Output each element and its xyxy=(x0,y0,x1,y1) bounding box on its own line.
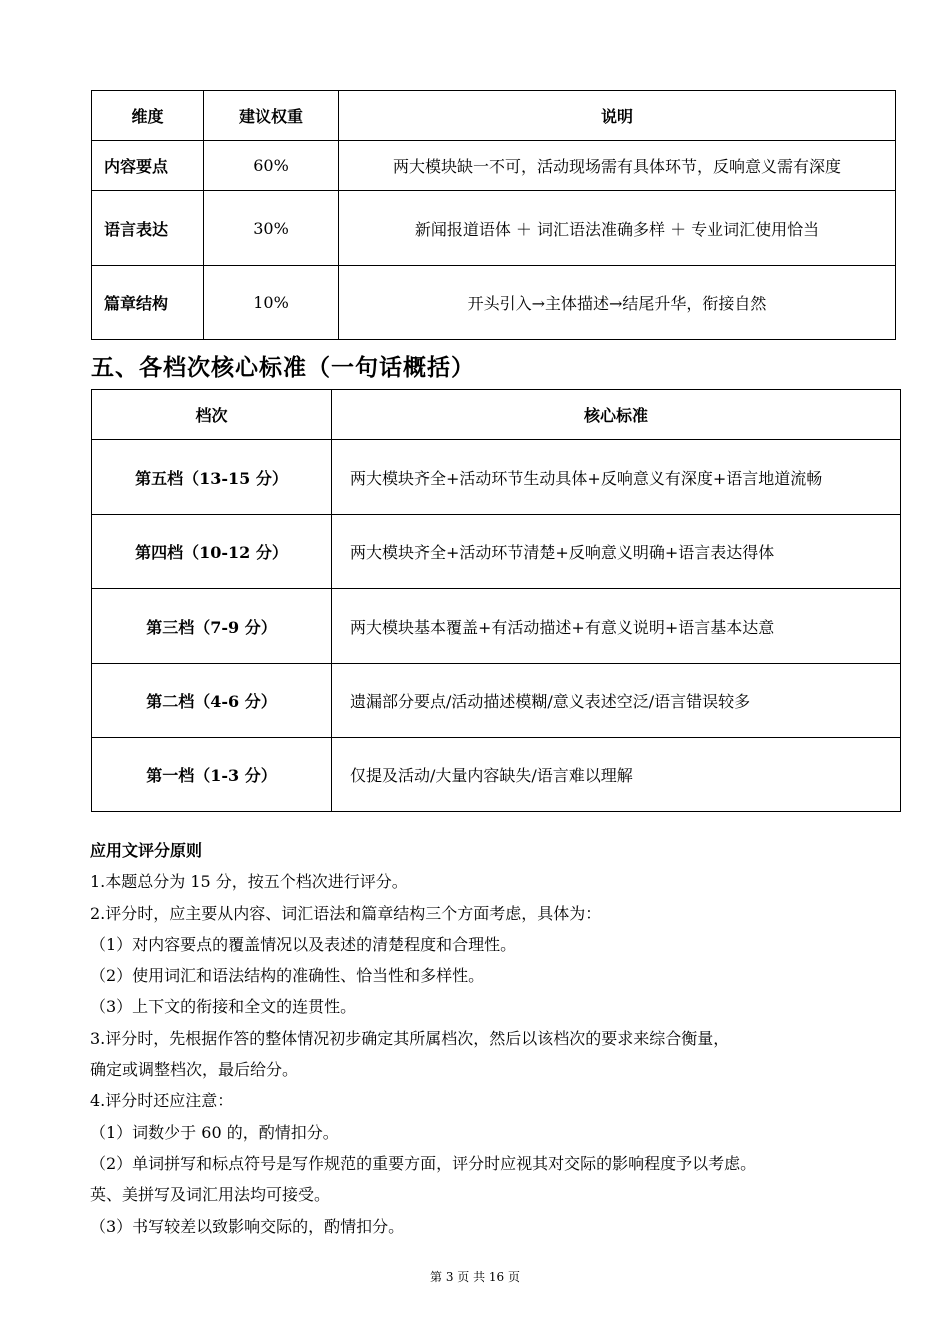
standard-cell: 两大模块基本覆盖+有活动描述+有意义说明+语言基本达意 xyxy=(332,589,901,664)
level-cell: 第四档（10-12 分） xyxy=(92,515,332,589)
weight-table xyxy=(91,90,896,340)
description-cell: 两大模块缺一不可，活动现场需有具体环节，反响意义需有深度 xyxy=(339,141,896,191)
principle-line: 3.评分时，先根据作答的整体情况初步确定其所属档次，然后以该档次的要求来综合衡量， xyxy=(90,1028,730,1048)
principle-line: 4.评分时还应注意： xyxy=(90,1091,234,1111)
header-standard: 核心标准 xyxy=(332,390,901,440)
table-row xyxy=(92,515,901,589)
section-title: 五、各档次核心标准（一句话概括） xyxy=(91,355,475,381)
level-cell: 第一档（1-3 分） xyxy=(92,738,332,812)
scoring-principles xyxy=(90,835,910,1242)
weight-cell: 60% xyxy=(204,141,339,191)
page-number: 第 3 页 共 16 页 xyxy=(430,1270,520,1284)
level-cell: 第三档（7-9 分） xyxy=(92,589,332,664)
description-cell: 开头引入→主体描述→结尾升华，衔接自然 xyxy=(339,266,896,340)
weight-cell: 10% xyxy=(204,266,339,340)
dimension-cell: 篇章结构 xyxy=(92,266,204,340)
principle-line: 1.本题总分为 15 分，按五个档次进行评分。 xyxy=(90,872,408,892)
table-row xyxy=(92,589,901,664)
principle-line: 英、美拼写及词汇用法均可接受。 xyxy=(90,1185,331,1205)
standard-cell: 两大模块齐全+活动环节清楚+反响意义明确+语言表达得体 xyxy=(332,515,901,589)
principle-line: （1）词数少于 60 的，酌情扣分。 xyxy=(90,1122,339,1142)
table-row xyxy=(92,141,896,191)
table-row xyxy=(92,738,901,812)
principle-line: （3）上下文的衔接和全文的连贯性。 xyxy=(90,997,357,1017)
principle-line: 确定或调整档次，最后给分。 xyxy=(90,1060,299,1080)
standard-cell: 仅提及活动/大量内容缺失/语言难以理解 xyxy=(332,738,901,812)
table-header-row xyxy=(92,91,896,141)
principles-title: 应用文评分原则 xyxy=(90,841,203,860)
header-dimension: 维度 xyxy=(92,91,204,141)
standard-cell: 两大模块齐全+活动环节生动具体+反响意义有深度+语言地道流畅 xyxy=(332,440,901,515)
header-description: 说明 xyxy=(339,91,896,141)
table-row xyxy=(92,440,901,515)
header-weight: 建议权重 xyxy=(204,91,339,141)
weight-cell: 30% xyxy=(204,191,339,266)
level-standards-table xyxy=(91,389,901,812)
standard-cell: 遗漏部分要点/活动描述模糊/意义表述空泛/语言错误较多 xyxy=(332,664,901,738)
principle-line: （2）使用词汇和语法结构的准确性、恰当性和多样性。 xyxy=(90,966,485,986)
table-header-row xyxy=(92,390,901,440)
dimension-cell: 语言表达 xyxy=(92,191,204,266)
level-cell: 第五档（13-15 分） xyxy=(92,440,332,515)
principle-line: 2.评分时，应主要从内容、词汇语法和篇章结构三个方面考虑，具体为： xyxy=(90,903,602,923)
table-row xyxy=(92,266,896,340)
principle-line: （3）书写较差以致影响交际的，酌情扣分。 xyxy=(90,1216,405,1236)
description-cell: 新闻报道语体 ＋ 词汇语法准确多样 ＋ 专业词汇使用恰当 xyxy=(339,191,896,266)
table-row xyxy=(92,191,896,266)
level-cell: 第二档（4-6 分） xyxy=(92,664,332,738)
dimension-cell: 内容要点 xyxy=(92,141,204,191)
header-level: 档次 xyxy=(92,390,332,440)
table-row xyxy=(92,664,901,738)
principle-line: （2）单词拼写和标点符号是写作规范的重要方面，评分时应视其对交际的影响程度予以考虑。 xyxy=(90,1153,757,1173)
principle-line: （1）对内容要点的覆盖情况以及表述的清楚程度和合理性。 xyxy=(90,934,517,954)
